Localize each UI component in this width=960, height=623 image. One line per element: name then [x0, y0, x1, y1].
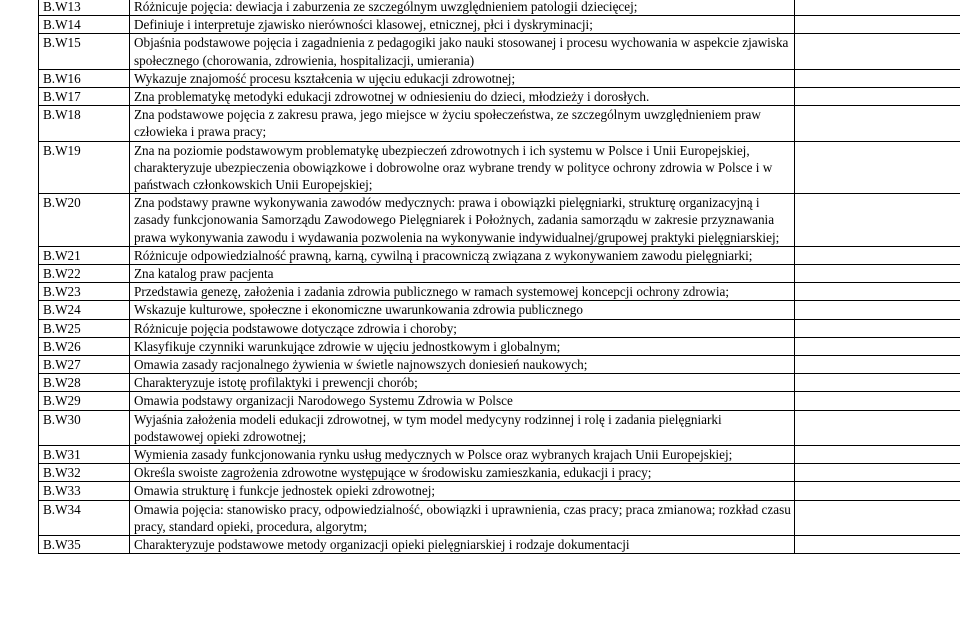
- outcome-description: Definiuje i interpretuje zjawisko nierówności klasowej, etnicznej, płci i dyskryminacji;: [130, 16, 795, 34]
- outcome-description: Różnicuje pojęcia: dewiacja i zaburzenia ze szczególnym uwzględnieniem patologii dziecięcej;: [130, 0, 795, 16]
- empty-cell: [795, 464, 960, 482]
- outcome-description: Charakteryzuje istotę profilaktyki i prewencji chorób;: [130, 374, 795, 392]
- outcome-code: B.W22: [39, 265, 130, 283]
- outcome-description: Omawia pojęcia: stanowisko pracy, odpowiedzialność, obowiązki i uprawnienia, czas pracy; praca zmianowa; rozkład czasu pracy, standard opieki, procedura, algorytm;: [130, 500, 795, 535]
- outcome-code: B.W28: [39, 374, 130, 392]
- table-row: [39, 482, 960, 500]
- table-row: [39, 265, 960, 283]
- outcome-description: Różnicuje pojęcia podstawowe dotyczące zdrowia i choroby;: [130, 319, 795, 337]
- table-row: [39, 106, 960, 141]
- outcome-code: B.W29: [39, 392, 130, 410]
- outcome-description: Zna podstawowe pojęcia z zakresu prawa, jego miejsce w życiu społeczeństwa, ze szczególnym uwzględnieniem praw człowieka i prawa pracy;: [130, 106, 795, 141]
- empty-cell: [795, 265, 960, 283]
- outcome-code: B.W21: [39, 246, 130, 264]
- empty-cell: [795, 482, 960, 500]
- table-row: [39, 446, 960, 464]
- empty-cell: [795, 392, 960, 410]
- table-row: [39, 88, 960, 106]
- table-row: [39, 319, 960, 337]
- empty-cell: [795, 410, 960, 445]
- outcome-code: B.W14: [39, 16, 130, 34]
- table-row: [39, 16, 960, 34]
- outcome-description: Wskazuje kulturowe, społeczne i ekonomiczne uwarunkowania zdrowia publicznego: [130, 301, 795, 319]
- outcome-code: B.W32: [39, 464, 130, 482]
- empty-cell: [795, 194, 960, 247]
- empty-cell: [795, 301, 960, 319]
- outcome-code: B.W35: [39, 536, 130, 554]
- outcome-description: Zna katalog praw pacjenta: [130, 265, 795, 283]
- table-row: [39, 356, 960, 374]
- outcome-code: B.W24: [39, 301, 130, 319]
- outcome-code: B.W33: [39, 482, 130, 500]
- learning-outcomes-table: [38, 0, 960, 554]
- empty-cell: [795, 319, 960, 337]
- outcome-description: Określa swoiste zagrożenia zdrowotne występujące w środowisku zamieszkania, edukacji i pracy;: [130, 464, 795, 482]
- outcome-description: Wyjaśnia założenia modeli edukacji zdrowotnej, w tym model medycyny rodzinnej i rolę i zadania pielęgniarki podstawowej opieki zdrowotnej;: [130, 410, 795, 445]
- empty-cell: [795, 106, 960, 141]
- outcome-code: B.W31: [39, 446, 130, 464]
- table-row: [39, 410, 960, 445]
- outcome-description: Zna problematykę metodyki edukacji zdrowotnej w odniesieniu do dzieci, młodzieży i dorosłych.: [130, 88, 795, 106]
- outcome-code: B.W19: [39, 141, 130, 194]
- outcome-description: Objaśnia podstawowe pojęcia i zagadnienia z pedagogiki jako nauki stosowanej i procesu wychowania w aspekcie zjawiska społecznego (chorowania, zdrowienia, hospitalizacji, umierania): [130, 34, 795, 69]
- table-body: [39, 0, 960, 554]
- empty-cell: [795, 0, 960, 16]
- empty-cell: [795, 88, 960, 106]
- outcome-code: B.W23: [39, 283, 130, 301]
- empty-cell: [795, 446, 960, 464]
- outcome-code: B.W30: [39, 410, 130, 445]
- outcome-description: Omawia strukturę i funkcje jednostek opieki zdrowotnej;: [130, 482, 795, 500]
- empty-cell: [795, 16, 960, 34]
- table-row: [39, 500, 960, 535]
- table-row: [39, 194, 960, 247]
- table-row: [39, 283, 960, 301]
- empty-cell: [795, 283, 960, 301]
- table-row: [39, 301, 960, 319]
- outcome-description: Omawia podstawy organizacji Narodowego Systemu Zdrowia w Polsce: [130, 392, 795, 410]
- table-row: [39, 464, 960, 482]
- empty-cell: [795, 374, 960, 392]
- outcome-description: Wymienia zasady funkcjonowania rynku usług medycznych w Polsce oraz wybranych krajach Unii Europejskiej;: [130, 446, 795, 464]
- outcome-code: B.W20: [39, 194, 130, 247]
- empty-cell: [795, 141, 960, 194]
- outcome-description: Zna na poziomie podstawowym problematykę ubezpieczeń zdrowotnych i ich systemu w Polsce i Unii Europejskiej, charakteryzuje ubezpieczenia obowiązkowe i dobrowolne oraz wybrane trendy w polityce ochrony zdrowia w Polsce i w państwach członkowskich Unii Europejskiej;: [130, 141, 795, 194]
- table-row: [39, 392, 960, 410]
- outcome-code: B.W34: [39, 500, 130, 535]
- table-row: [39, 337, 960, 355]
- outcome-description: Przedstawia genezę, założenia i zadania zdrowia publicznego w ramach systemowej koncepcji ochrony zdrowia;: [130, 283, 795, 301]
- empty-cell: [795, 34, 960, 69]
- empty-cell: [795, 500, 960, 535]
- table-row: [39, 536, 960, 554]
- outcome-code: B.W15: [39, 34, 130, 69]
- table-row: [39, 69, 960, 87]
- table-row: [39, 0, 960, 16]
- empty-cell: [795, 536, 960, 554]
- table-row: [39, 246, 960, 264]
- outcome-description: Omawia zasady racjonalnego żywienia w świetle najnowszych doniesień naukowych;: [130, 356, 795, 374]
- outcome-code: B.W26: [39, 337, 130, 355]
- outcome-description: Wykazuje znajomość procesu kształcenia w ujęciu edukacji zdrowotnej;: [130, 69, 795, 87]
- outcome-code: B.W25: [39, 319, 130, 337]
- empty-cell: [795, 246, 960, 264]
- outcome-code: B.W17: [39, 88, 130, 106]
- outcome-description: Zna podstawy prawne wykonywania zawodów medycznych: prawa i obowiązki pielęgniarki, strukturę organizacyjną i zasady funkcjonowania Samorządu Zawodowego Pielęgniarek i Położnych, zadania samorządu w zakresie przyznawania prawa wykonywania zawodu i wydawania pozwolenia na wykonywanie indywidualnej/grupowej praktyki pielęgniarskiej;: [130, 194, 795, 247]
- outcome-code: B.W18: [39, 106, 130, 141]
- table-row: [39, 141, 960, 194]
- outcome-code: B.W13: [39, 0, 130, 16]
- empty-cell: [795, 356, 960, 374]
- table-row: [39, 374, 960, 392]
- empty-cell: [795, 69, 960, 87]
- outcome-code: B.W16: [39, 69, 130, 87]
- outcome-code: B.W27: [39, 356, 130, 374]
- outcome-description: Różnicuje odpowiedzialność prawną, karną, cywilną i pracowniczą związana z wykonywaniem zawodu pielęgniarki;: [130, 246, 795, 264]
- outcome-description: Charakteryzuje podstawowe metody organizacji opieki pielęgniarskiej i rodzaje dokumentacji: [130, 536, 795, 554]
- outcome-description: Klasyfikuje czynniki warunkujące zdrowie w ujęciu jednostkowym i globalnym;: [130, 337, 795, 355]
- table-row: [39, 34, 960, 69]
- empty-cell: [795, 337, 960, 355]
